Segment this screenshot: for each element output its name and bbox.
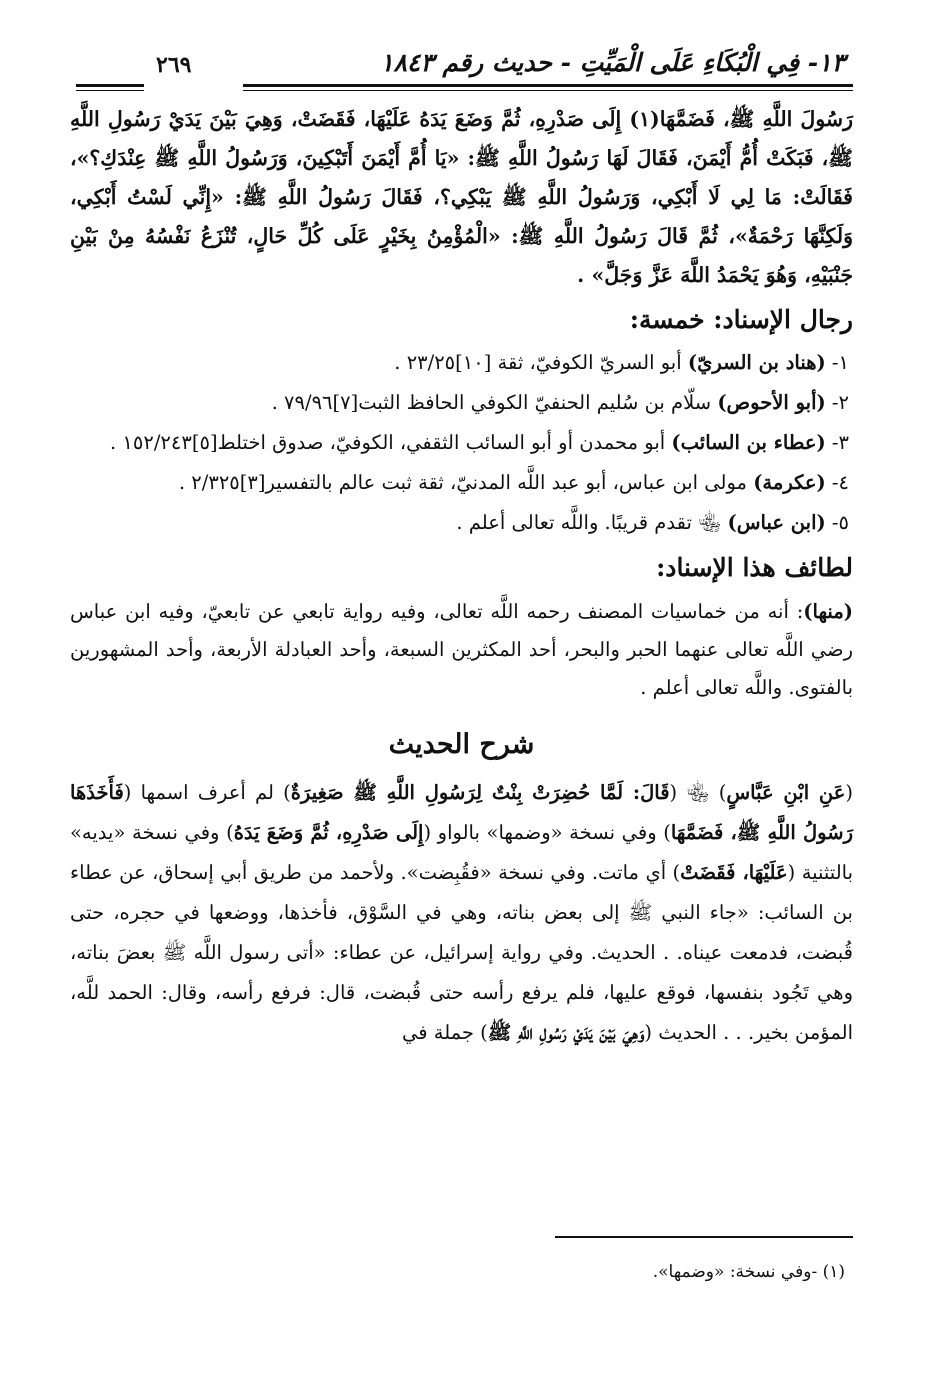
footnote-rule bbox=[555, 1236, 853, 1238]
header-rule bbox=[243, 84, 853, 91]
sharh-quote: إِلَى صَدْرِهِ، ثُمَّ وَضَعَ يَدَهُ bbox=[233, 821, 424, 844]
narrator-item bbox=[70, 343, 853, 383]
narrator-number: ٢- bbox=[825, 391, 849, 414]
sharh-heading: شرح الحديث bbox=[388, 729, 535, 760]
sharh-commentary: ) وفي نسخة «يديه» بالتثنية ( bbox=[70, 821, 854, 884]
narrator-name: (عطاء بن السائب) bbox=[671, 431, 826, 454]
sharh-quote: قَالَ: لَمَّا حُضِرَتْ بِنْتٌ لِرَسُولِ اللَّهِ ﷺ صَغِيرَةٌ bbox=[290, 781, 670, 804]
lataif-text: : أنه من خماسيات المصنف رحمه اللَّه تعالى، وفيه رواية تابعي عن تابعيّ، وفيه ابن عباس رضي اللَّه تعالى عنهما الحبر والبحر، أحد المكثرين السبعة، وأحد العبادلة الأربعة، وأحد المشهورين بالفتوى. واللَّه تعالى أعلم . bbox=[70, 600, 853, 699]
narrator-number: ٥- bbox=[825, 511, 849, 534]
narrators-heading: رجال الإسناد: خمسة: bbox=[629, 305, 853, 334]
sharh-quote: فَأَخَذَهَا رَسُولُ اللَّهِ ﷺ، فَضَمَّهَا bbox=[70, 781, 853, 844]
narrator-item bbox=[70, 423, 853, 463]
sharh-quote: عَنِ ابْنِ عَبَّاسٍ bbox=[726, 781, 846, 804]
narrator-description: ﵄ تقدم قريبًا. واللَّه تعالى أعلم . bbox=[456, 511, 728, 534]
sharh-commentary: ) ﵄ ( bbox=[669, 781, 727, 804]
narrator-name: (ابن عباس) bbox=[727, 511, 826, 534]
running-header bbox=[70, 40, 853, 92]
narrator-name: (عكرمة) bbox=[753, 471, 826, 494]
sharh-commentary: ) جملة في bbox=[401, 1021, 488, 1044]
lataif-lead: (منها) bbox=[803, 600, 853, 623]
header-rule-short bbox=[76, 84, 144, 91]
page-number: ٢٦٩ bbox=[156, 52, 192, 78]
narrator-item bbox=[70, 463, 853, 503]
footnote: (١) -وفي نسخة: «وضمها». bbox=[652, 1262, 845, 1282]
chapter-title: ١٣- فِي الْبُكَاءِ عَلَى الْمَيِّتِ - حديث رقم ١٨٤٣ bbox=[380, 48, 845, 77]
narrator-name: (أبو الأحوص) bbox=[717, 391, 826, 414]
page-body bbox=[70, 100, 853, 1053]
sharh-commentary: ) وفي نسخة «وضمها» بالواو ( bbox=[423, 821, 671, 844]
lataif-paragraph bbox=[70, 593, 853, 707]
narrator-description: سلّام بن سُليم الحنفيّ الكوفي الحافظ الثبت[٧]٧٩/٩٦ . bbox=[271, 391, 718, 414]
narrator-description: أبو السريّ الكوفيّ، ثقة [١٠]٢٣/٢٥ . bbox=[394, 351, 688, 374]
sharh-quote: وَهِيَ بَيْنَ يَدَيْ رَسُولِ اللَّهِ ﷺ bbox=[487, 1021, 645, 1044]
narrator-name: (هناد بن السريّ) bbox=[687, 351, 826, 374]
narrator-description: أبو محمدن أو أبو السائب الثقفي، الكوفيّ، صدوق اختلط[٥]١٥٢/٢٤٣ . bbox=[110, 431, 672, 454]
sharh-commentary: ) أي ماتت. وفي نسخة «فقُبِضت». ولأحمد من طريق أبي إسحاق، عن عطاء بن السائب: «جاء النبي ﷺ إلى بعض بناته، وهي في السَّوْق، فأخذها، ووضعها في حجره، حتى قُبضت، فدمعت عيناه. . الحديث. وفي رواية إسرائيل، عن عطاء: «أتى رسول اللَّه ﷺ بعضَ بناته، وهي تَجُود بنفسها، فوقع عليها، فلم يرفع رأسه حتى قُبضت، قال: فرفع رأسه، وقال: الحمد للَّه، المؤمن بخير. . . الحديث ( bbox=[70, 861, 853, 1044]
narrator-item bbox=[70, 383, 853, 423]
narrators-list bbox=[70, 343, 853, 543]
hadith-text: رَسُولَ اللَّهِ ﷺ، فَضَمَّهَا(١) إِلَى صَدْرِهِ، ثُمَّ وَضَعَ يَدَهُ عَلَيْهَا، فَقَضَتْ، وَهِيَ بَيْنَ يَدَيْ رَسُولِ اللَّهِ ﷺ، فَبَكَتْ أُمُّ أَيْمَنَ، فَقَالَ لَهَا رَسُولُ اللَّهِ ﷺ: «يَا أُمَّ أَيْمَنَ أَتَبْكِينَ، وَرَسُولُ اللَّهِ ﷺ عِنْدَكِ؟»، فَقَالَتْ: مَا لِي لَا أَبْكِي، وَرَسُولُ اللَّهِ ﷺ يَبْكِي؟، فَقَالَ رَسُولُ اللَّهِ ﷺ: «إِنِّي لَسْتُ أَبْكِي، وَلَكِنَّهَا رَحْمَةٌ»، ثُمَّ قَالَ رَسُولُ اللَّهِ ﷺ: «الْمُؤْمِنُ بِخَيْرٍ عَلَى كُلِّ حَالٍ، تُنْزَعُ نَفْسُهُ مِنْ بَيْنِ جَنْبَيْهِ، وَهُوَ يَحْمَدُ اللَّهَ عَزَّ وَجَلَّ» . bbox=[70, 107, 853, 287]
sharh-commentary: ( bbox=[845, 781, 854, 804]
sharh-quote: عَلَيْهَا، فَقَضَتْ bbox=[680, 861, 788, 884]
sharh-commentary: ) لم أعرف اسمها ( bbox=[123, 781, 291, 804]
narrator-number: ٤- bbox=[825, 471, 849, 494]
narrator-item bbox=[70, 503, 853, 543]
lataif-heading: لطائف هذا الإسناد: bbox=[656, 553, 853, 582]
narrator-number: ١- bbox=[825, 351, 849, 374]
narrator-number: ٣- bbox=[825, 431, 849, 454]
narrator-description: مولى ابن عباس، أبو عبد اللَّه المدنيّ، ثقة ثبت عالم بالتفسير[٣]٢/٣٢٥ . bbox=[178, 471, 754, 494]
sharh-paragraph bbox=[70, 773, 853, 1053]
